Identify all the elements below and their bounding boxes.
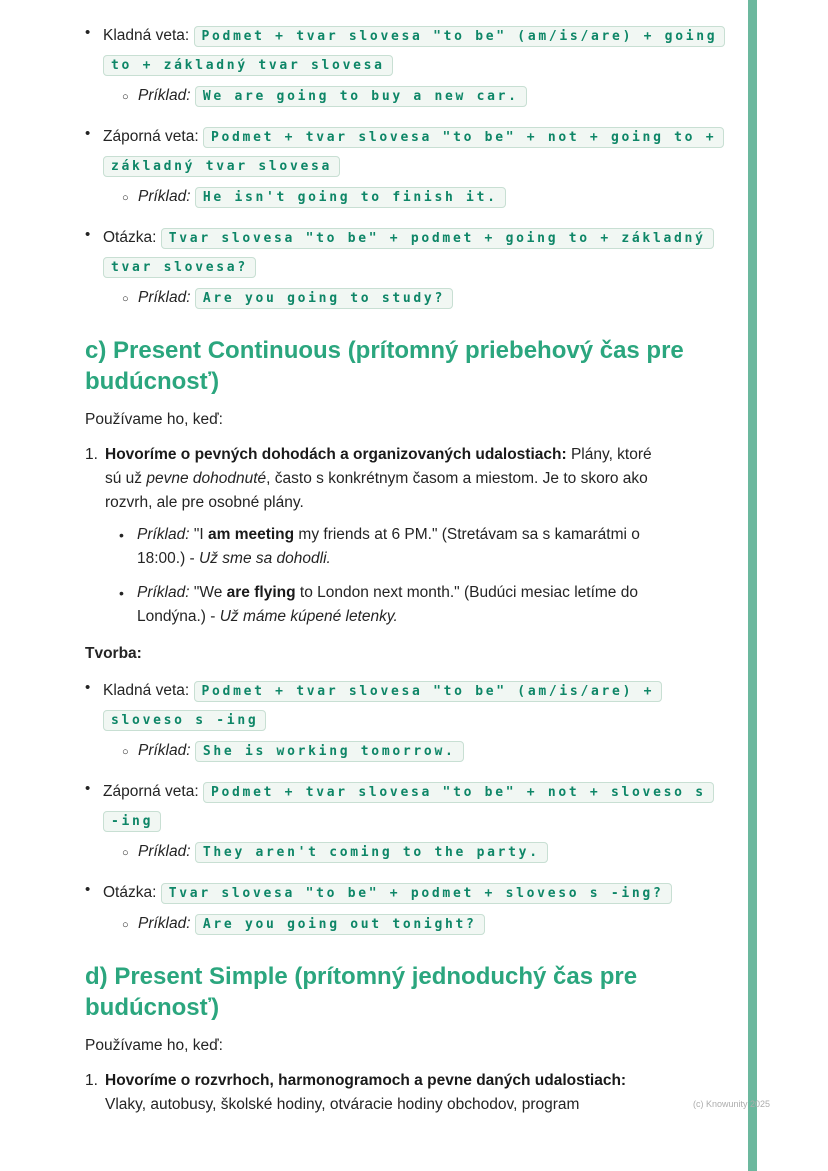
example-item xyxy=(119,581,660,629)
bullet-icon: • xyxy=(119,585,124,601)
bullet-icon: • xyxy=(85,125,91,142)
rule-label: Kladná veta: xyxy=(103,27,190,44)
item-body: , často s konkrétnym časom a miestom. Je to skoro ako rozvrh, ale pre osobné plány. xyxy=(105,470,648,511)
bullet-icon: • xyxy=(85,679,91,696)
example-line xyxy=(122,183,725,212)
example-text: to London next month." (Budúci mesiac letíme do Londýna.) - xyxy=(137,584,638,625)
circle-bullet-icon: ○ xyxy=(122,919,129,931)
circle-bullet-icon: ○ xyxy=(122,91,129,103)
example-line xyxy=(122,910,725,939)
present-continuous-forms-list xyxy=(85,677,725,939)
list-item xyxy=(85,677,725,766)
example-line xyxy=(122,284,725,313)
list-item xyxy=(85,879,725,939)
example-code: He isn't going to finish it. xyxy=(195,187,506,208)
item-italic: pevne dohodnuté xyxy=(146,470,267,487)
item-number: 1. xyxy=(85,1072,98,1089)
rule-text xyxy=(103,879,725,908)
bullet-icon: • xyxy=(85,226,91,243)
example-label: Príklad: xyxy=(137,526,190,543)
list-item xyxy=(85,123,725,212)
rule-code: Tvar slovesa "to be" + podmet + sloveso s -ing? xyxy=(161,883,672,904)
usage-list xyxy=(85,1069,660,1117)
example-line xyxy=(122,838,725,867)
bullet-icon: • xyxy=(85,881,91,898)
example-code: She is working tomorrow. xyxy=(195,741,464,762)
rule-text xyxy=(103,224,725,282)
example-item xyxy=(119,523,660,571)
bullet-icon: • xyxy=(85,780,91,797)
example-label: Príklad: xyxy=(138,915,191,932)
rule-code: Podmet + tvar slovesa "to be" (am/is/are) + sloveso s -ing xyxy=(103,681,662,731)
list-item xyxy=(85,224,725,313)
item-number: 1. xyxy=(85,446,98,463)
rule-label: Kladná veta: xyxy=(103,682,190,699)
item-text xyxy=(105,446,652,511)
numbered-item xyxy=(85,443,660,629)
example-label: Príklad: xyxy=(137,584,190,601)
rule-text xyxy=(103,123,725,181)
rule-text xyxy=(103,778,725,836)
rule-label: Záporná veta: xyxy=(103,783,199,800)
example-list xyxy=(119,523,660,629)
circle-bullet-icon: ○ xyxy=(122,847,129,859)
item-body: Vlaky, autobusy, školské hodiny, otváracie hodiny obchodov, program xyxy=(105,1096,580,1113)
example-bold: are flying xyxy=(226,584,296,601)
example-code: They aren't coming to the party. xyxy=(195,842,548,863)
knowunity-watermark: (c) Knowunity 2025 xyxy=(692,1099,770,1109)
example-italic: Už máme kúpené letenky. xyxy=(219,608,398,625)
circle-bullet-icon: ○ xyxy=(122,192,129,204)
document-content xyxy=(85,22,725,1117)
rule-code: Podmet + tvar slovesa "to be" (am/is/are) + going to + základný tvar slovesa xyxy=(103,26,725,76)
item-body: Plány, ktoré sú už xyxy=(105,446,652,487)
example-code: Are you going to study? xyxy=(195,288,453,309)
example-label: Príklad: xyxy=(138,289,191,306)
item-lead: Hovoríme o pevných dohodách a organizovaných udalostiach: xyxy=(105,446,567,463)
example-italic: Už sme sa dohodli. xyxy=(199,550,331,567)
rule-label: Otázka: xyxy=(103,884,157,901)
example-label: Príklad: xyxy=(138,188,191,205)
page-edge-stripe xyxy=(748,0,757,1171)
section-intro: Používame ho, keď: xyxy=(85,1037,223,1054)
usage-list xyxy=(85,443,660,629)
example-text: my friends at 6 PM." (Stretávam sa s kamarátmi o 18:00.) - xyxy=(137,526,640,567)
rule-code: Podmet + tvar slovesa "to be" + not + going to + základný tvar slovesa xyxy=(103,127,724,177)
example-label: Príklad: xyxy=(138,843,191,860)
rule-label: Otázka: xyxy=(103,229,157,246)
example-text: "We xyxy=(189,584,227,601)
list-item xyxy=(85,778,725,867)
section-heading-c: c) Present Continuous (prítomný priebehový čas pre budúcnosť) xyxy=(85,337,684,395)
bullet-icon: • xyxy=(119,527,124,543)
example-label: Príklad: xyxy=(138,742,191,759)
bullet-icon: • xyxy=(85,24,91,41)
numbered-item xyxy=(85,1069,660,1117)
section-intro: Používame ho, keď: xyxy=(85,411,223,428)
example-text: "I xyxy=(189,526,208,543)
example-label: Príklad: xyxy=(138,87,191,104)
example-code: We are going to buy a new car. xyxy=(195,86,527,107)
example-code: Are you going out tonight? xyxy=(195,914,485,935)
tvorba-label: Tvorba: xyxy=(85,645,142,662)
rule-code: Podmet + tvar slovesa "to be" + not + sloveso s -ing xyxy=(103,782,714,832)
section-heading-d: d) Present Simple (prítomný jednoduchý čas pre budúcnosť) xyxy=(85,963,638,1021)
rule-code: Tvar slovesa "to be" + podmet + going to + základný tvar slovesa? xyxy=(103,228,714,278)
rule-text xyxy=(103,677,725,735)
rule-text xyxy=(103,22,725,80)
example-line xyxy=(122,82,725,111)
item-text xyxy=(105,1072,626,1113)
example-line xyxy=(122,737,725,766)
list-item xyxy=(85,22,725,111)
going-to-forms-list xyxy=(85,22,725,313)
example-bold: am meeting xyxy=(207,526,295,543)
circle-bullet-icon: ○ xyxy=(122,746,129,758)
item-lead: Hovoríme o rozvrhoch, harmonogramoch a pevne daných udalostiach: xyxy=(105,1072,627,1089)
rule-label: Záporná veta: xyxy=(103,128,199,145)
circle-bullet-icon: ○ xyxy=(122,293,129,305)
